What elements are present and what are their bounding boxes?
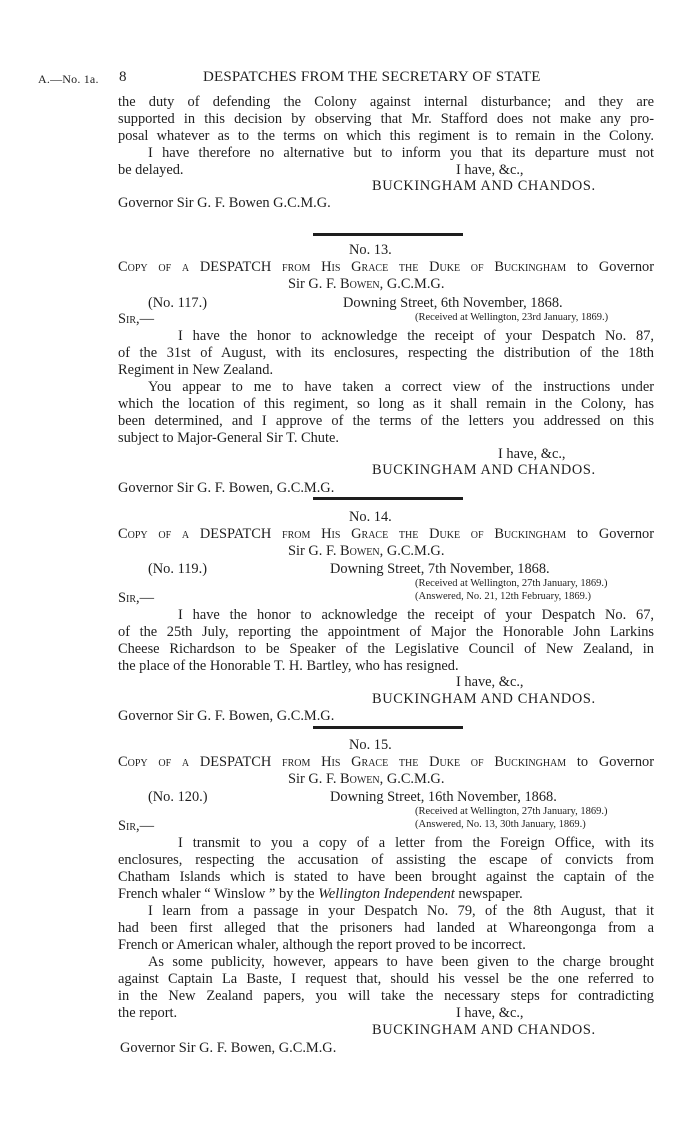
salutation: Sir,—: [118, 590, 154, 606]
body-line: I have therefore no alternative but to inform you that its departure must not: [148, 145, 654, 161]
body-line: Cheese Richardson to be Speaker of the Legislative Council of New Zealand, in: [118, 641, 654, 657]
despatch-heading: Copy of a DESPATCH from His Grace the Duke of Buckingham to Governor: [118, 526, 655, 542]
addressee: Governor Sir G. F. Bowen G.C.M.G.: [118, 195, 331, 211]
section-divider: [313, 726, 463, 729]
despatch-number: No. 14.: [349, 509, 392, 525]
despatch-heading-recipient: Sir G. F. Bowen, G.C.M.G.: [288, 771, 445, 787]
body-line: I have the honor to acknowledge the receipt of your Despatch No. 67,: [178, 607, 654, 623]
running-title: DESPATCHES FROM THE SECRETARY OF STATE: [203, 69, 541, 85]
body-line: Regiment in New Zealand.: [118, 362, 274, 378]
body-line: which the location of this regiment, so long as it shall remain in the Colony, has: [118, 396, 654, 412]
addressee: Governor Sir G. F. Bowen, G.C.M.G.: [118, 708, 335, 724]
signature: BUCKINGHAM AND CHANDOS.: [372, 691, 596, 707]
answered-note: (Answered, No. 21, 12th February, 1869.): [415, 591, 592, 602]
body-line: supported in this decision by observing that Mr. Stafford does not make any pro-: [118, 111, 654, 127]
received-note: (Received at Wellington, 23rd January, 1869.): [415, 312, 609, 323]
despatch-heading: Copy of a DESPATCH from His Grace the Duke of Buckingham to Governor: [118, 754, 655, 770]
body-line: of the 25th July, reporting the appointment of Major the Honorable John Larkins: [118, 624, 654, 640]
body-line: French whaler “ Winslow ” by the Wellington Independent newspaper.: [118, 886, 523, 902]
despatch-number: No. 15.: [349, 737, 392, 753]
body-line: been determined, and I approve of the terms of the letters you addressed on this: [118, 413, 654, 429]
reference-number: (No. 119.): [148, 561, 208, 577]
signature: BUCKINGHAM AND CHANDOS.: [372, 1022, 596, 1038]
body-line: the duty of defending the Colony against internal disturbance; and they are: [118, 94, 654, 110]
closing: I have, &c.,: [456, 674, 524, 690]
body-line: in the New Zealand papers, you will take the necessary steps for contradicting: [118, 988, 654, 1004]
reference-number: (No. 117.): [148, 295, 208, 311]
signature: BUCKINGHAM AND CHANDOS.: [372, 462, 596, 478]
closing: I have, &c.,: [498, 446, 566, 462]
closing: I have, &c.,: [456, 1005, 524, 1021]
salutation: Sir,—: [118, 818, 154, 834]
body-line: I have the honor to acknowledge the receipt of your Despatch No. 87,: [178, 328, 654, 344]
despatch-heading-recipient: Sir G. F. Bowen, G.C.M.G.: [288, 276, 445, 292]
closing: I have, &c.,: [456, 162, 524, 178]
despatch-heading: Copy of a DESPATCH from His Grace the Duke of Buckingham to Governor: [118, 259, 655, 275]
body-line: the place of the Honorable T. H. Bartley, who has resigned.: [118, 658, 459, 674]
body-line: Chatham Islands which is stated to have been brought against the captain of the: [118, 869, 654, 885]
document-reference: A.—No. 1a.: [38, 72, 99, 86]
salutation: Sir,—: [118, 311, 154, 327]
place-date: Downing Street, 7th November, 1868.: [330, 561, 550, 577]
section-divider: [313, 497, 463, 500]
body-line: had been first alleged that the prisoners had landed at Whareongonga from a: [118, 920, 654, 936]
body-line: posal whatever as to the terms on which this regiment is to remain in the Colony.: [118, 128, 654, 144]
body-line: subject to Major-General Sir T. Chute.: [118, 430, 339, 446]
body-line: against Captain La Baste, I request that, should his vessel be the one referred to: [118, 971, 654, 987]
body-line: the report.: [118, 1005, 178, 1021]
body-line: You appear to me to have taken a correct view of the instructions under: [148, 379, 654, 395]
received-note: (Received at Wellington, 27th January, 1869.): [415, 806, 608, 817]
body-line: I learn from a passage in your Despatch No. 79, of the 8th August, that it: [148, 903, 654, 919]
body-line: French or American whaler, although the report proved to be incorrect.: [118, 937, 526, 953]
body-line: As some publicity, however, appears to have been given to the charge brought: [148, 954, 654, 970]
body-line: I transmit to you a copy of a letter from the Foreign Office, with its: [178, 835, 654, 851]
place-date: Downing Street, 16th November, 1868.: [330, 789, 557, 805]
despatch-number: No. 13.: [349, 242, 392, 258]
page-number: 8: [119, 69, 127, 85]
addressee: Governor Sir G. F. Bowen, G.C.M.G.: [120, 1040, 337, 1056]
body-line: of the 31st of August, with its enclosures, respecting the distribution of the 18th: [118, 345, 654, 361]
place-date: Downing Street, 6th November, 1868.: [343, 295, 563, 311]
signature: BUCKINGHAM AND CHANDOS.: [372, 178, 596, 194]
addressee: Governor Sir G. F. Bowen, G.C.M.G.: [118, 480, 335, 496]
despatch-heading-recipient: Sir G. F. Bowen, G.C.M.G.: [288, 543, 445, 559]
reference-number: (No. 120.): [148, 789, 208, 805]
section-divider: [313, 233, 463, 236]
received-note: (Received at Wellington, 27th January, 1869.): [415, 578, 608, 589]
body-line: enclosures, respecting the accusation of assisting the escape of convicts from: [118, 852, 654, 868]
body-line: be delayed.: [118, 162, 184, 178]
answered-note: (Answered, No. 13, 30th January, 1869.): [415, 819, 586, 830]
